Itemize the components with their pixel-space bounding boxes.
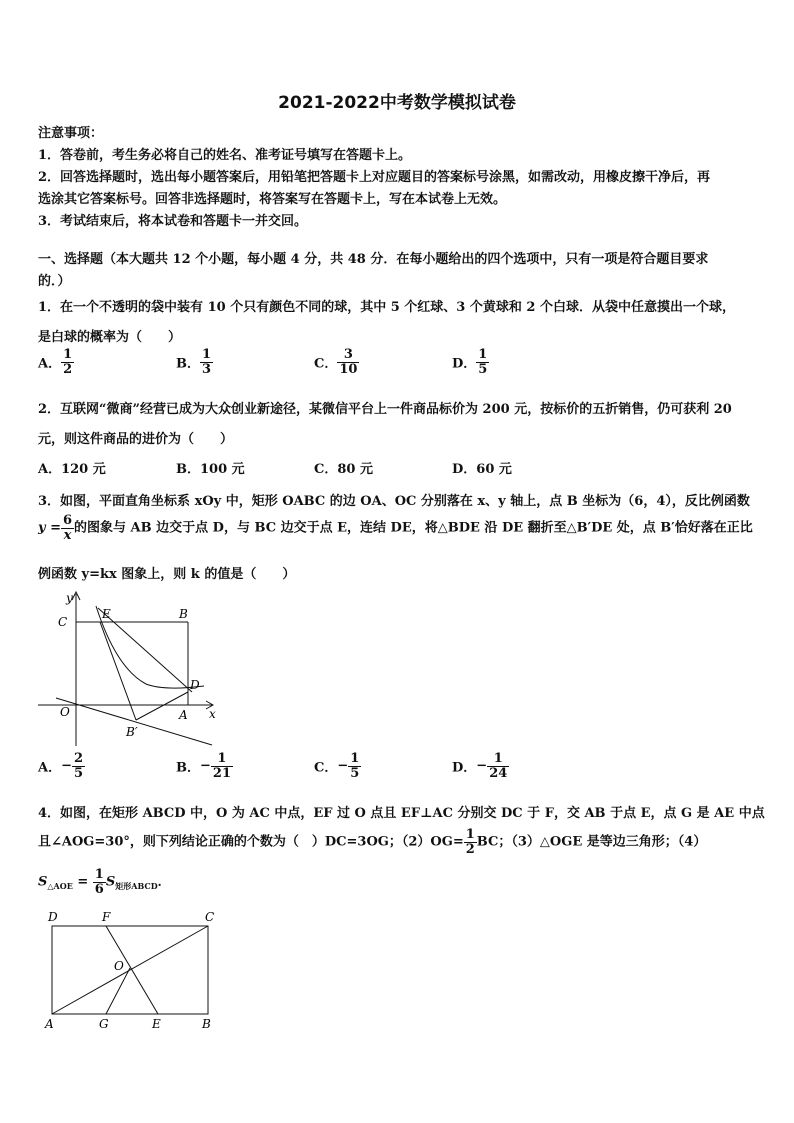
label-d: D (190, 678, 200, 692)
fraction-numerator: 1 (202, 347, 212, 362)
question-4-text-a: 且∠AOG=30°，则下列结论正确的个数为（ ）DC=3OG；（2）OG= (38, 834, 464, 850)
question-1-text: 1．在一个不透明的袋中装有 10 个只有颜色不同的球，其中 5 个红球、3 个黄球和 2 个白球．从袋中任意摸出一个球， (38, 300, 735, 315)
question-2-text-cont: 元，则这件商品的进价为（ ） (38, 432, 234, 447)
option-label: A． (38, 356, 62, 372)
fraction-denominator: 24 (489, 765, 508, 781)
fraction-denominator: 5 (74, 765, 84, 781)
formula-sub: △AOE (47, 881, 73, 892)
option-b[interactable] (176, 348, 213, 376)
notice-item: 1．答卷前，考生务必将自己的姓名、准考证号填写在答题卡上。 (38, 148, 412, 163)
fraction-denominator: 2 (63, 361, 73, 377)
fraction (61, 514, 74, 542)
q4-figure (38, 906, 222, 1034)
fraction-numerator: 1 (94, 867, 104, 882)
option-b[interactable] (176, 752, 233, 780)
option-c[interactable]: C．80 元 (314, 462, 373, 477)
option-a[interactable] (38, 752, 85, 780)
question-4-formula (38, 868, 171, 896)
question-3-text: 3．如图，平面直角坐标系 xOy 中，矩形 OABC 的边 OA、OC 分别落在 x、y 轴上，点 B 坐标为（6，4），反比例函数 (38, 494, 750, 509)
label-f: F (102, 910, 111, 924)
option-a[interactable]: A．120 元 (38, 462, 106, 477)
minus-sign: − (337, 758, 349, 774)
label-e: E (152, 1017, 161, 1031)
notice-heading: 注意事项： (38, 126, 104, 141)
fraction-denominator: 3 (202, 361, 212, 377)
label-a: A (45, 1017, 54, 1031)
fraction-denominator: 5 (350, 765, 360, 781)
exam-title: 2021-2022中考数学模拟试卷 (278, 93, 516, 113)
fraction-denominator: 6 (94, 881, 104, 897)
fraction-numerator: 1 (465, 827, 475, 842)
option-b[interactable]: B．100 元 (176, 462, 245, 477)
fraction (200, 348, 213, 376)
option-label: C． (314, 760, 338, 776)
fraction-numerator: 1 (63, 347, 73, 362)
option-label: D． (452, 760, 477, 776)
fraction-numerator: 1 (487, 752, 509, 767)
question-4-text: 4．如图，在矩形 ABCD 中，O 为 AC 中点，EF 过 O 点且 EF⊥AC 分别交 DC 于 F，交 AB 于点 E，点 G 是 AE 中点 (38, 806, 765, 821)
minus-sign: − (200, 758, 211, 774)
fraction-denominator: 5 (478, 361, 488, 377)
label-b: B (179, 607, 188, 621)
label-o: O (60, 705, 70, 719)
label-b-prime: B′ (126, 725, 138, 739)
fraction (476, 348, 489, 376)
notice-item: 3．考试结束后，将本试卷和答题卡一并交回。 (38, 214, 308, 229)
section-heading: 一、选择题（本大题共 12 个小题，每小题 4 分，共 48 分．在每小题给出的四个选项中，只有一项是符合题目要求 (38, 252, 709, 267)
question-3-text-rest: 的图象与 AB 边交于点 D，与 BC 边交于点 E，连结 DE，将△BDE 沿 DE 翻折至△B′DE 处，点 B′恰好落在正比 (74, 520, 753, 536)
label-x: x (209, 707, 216, 721)
fraction (93, 868, 106, 896)
formula-sub: 矩形ABCD (115, 881, 158, 892)
question-3-text-cont (38, 514, 753, 542)
fraction (487, 752, 509, 780)
label-e: E (102, 607, 111, 621)
fraction-numerator: 6 (62, 513, 73, 528)
function-lhs: y = (38, 520, 61, 536)
fraction-denominator: x (63, 527, 72, 543)
label-o: O (114, 959, 124, 973)
question-2-text: 2．互联网“微商”经营已成为大众创业新途径，某微信平台上一件商品标价为 200 元，按标价的五折销售，仍可获利 20 (38, 402, 732, 417)
option-c[interactable] (314, 752, 361, 780)
fraction (61, 348, 74, 376)
option-label: D． (452, 356, 477, 372)
fraction-denominator: 10 (339, 361, 358, 377)
fraction (464, 828, 477, 856)
fraction (72, 752, 85, 780)
segment-de (98, 608, 192, 692)
section-heading-cont: 的．） (38, 274, 71, 289)
fraction-denominator: 2 (465, 841, 475, 857)
option-d[interactable]: D．60 元 (452, 462, 512, 477)
question-4-text-cont (38, 828, 706, 856)
label-a: A (179, 708, 188, 722)
formula-s: S (105, 874, 116, 890)
notice-item: 2．回答选择题时，选出每小题答案后，用铅笔把答题卡上对应题目的答案标号涂黑，如需改动，用橡皮擦干净后，再 (38, 170, 711, 185)
q3-figure (36, 588, 226, 750)
fraction-numerator: 3 (337, 348, 359, 363)
formula-end: ． (157, 874, 171, 890)
diagonal-ac (52, 926, 208, 1014)
question-4-text-b: BC；（3）△OGE 是等边三角形；（4） (476, 834, 707, 850)
formula-eq: = (77, 874, 89, 890)
label-d: D (48, 910, 58, 924)
option-label: C． (314, 356, 338, 372)
minus-sign: − (61, 758, 72, 774)
fraction-numerator: 1 (350, 751, 360, 766)
label-c: C (58, 615, 68, 629)
fraction-numerator: 2 (74, 751, 84, 766)
fraction-denominator: 21 (212, 765, 231, 781)
fraction (348, 752, 361, 780)
option-c[interactable] (314, 348, 359, 376)
minus-sign: − (476, 758, 488, 774)
option-d[interactable] (452, 348, 489, 376)
option-label: B． (176, 356, 200, 372)
formula-s: S (38, 874, 48, 890)
fraction-numerator: 1 (478, 347, 488, 362)
notice-item: 选涂其它答案标号。回答非选择题时，将答案写在答题卡上，写在本试卷上无效。 (38, 192, 507, 207)
question-1-text-cont: 是白球的概率为（ ） (38, 330, 182, 345)
label-b: B (202, 1017, 211, 1031)
option-label: A． (38, 760, 62, 776)
label-y: y (66, 591, 73, 605)
fraction-numerator: 1 (211, 752, 233, 767)
label-c: C (205, 910, 215, 924)
label-g: G (99, 1017, 109, 1031)
option-label: B． (176, 760, 200, 776)
fraction (337, 348, 359, 376)
segment-og (106, 968, 130, 1014)
question-3-text-end: 例函数 y=kx 图象上，则 k 的值是（ ） (38, 567, 296, 582)
option-a[interactable] (38, 348, 74, 376)
fraction (211, 752, 233, 780)
option-d[interactable] (452, 752, 509, 780)
